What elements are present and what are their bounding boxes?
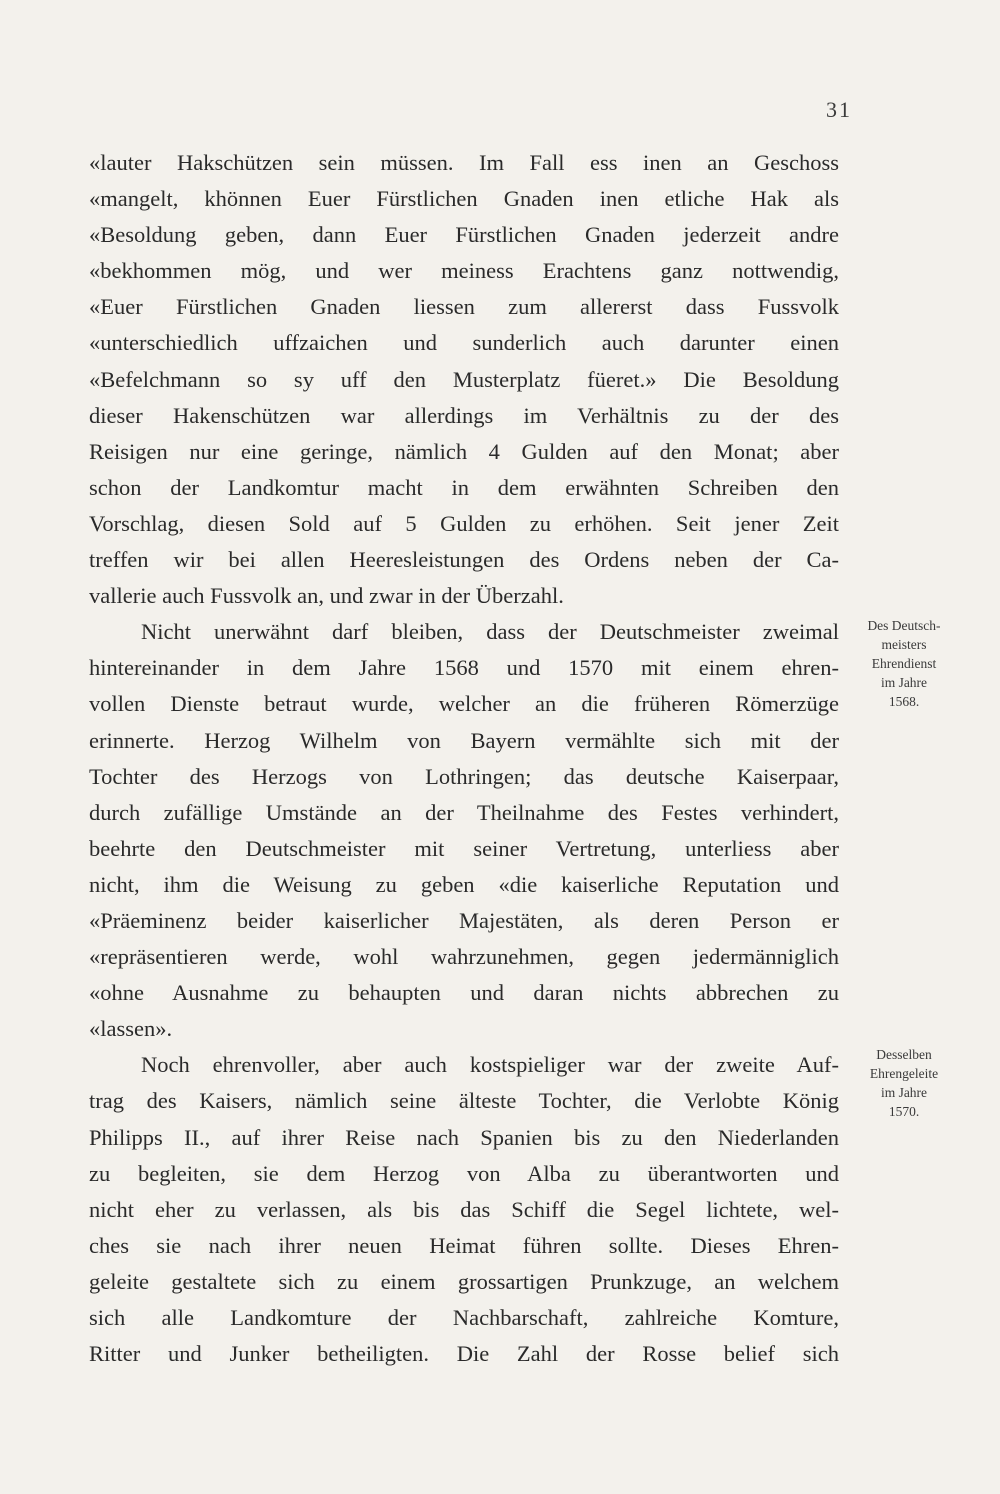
- margin-note-line: im Jahre: [880, 675, 928, 690]
- text-line: Tochter des Herzogs von Lothringen; das deutsche Kaiserpaar,: [89, 763, 839, 789]
- text-line: nicht, ihm die Weisung zu geben «die kaiserliche Reputation und: [89, 871, 839, 897]
- margin-note-line: im Jahre: [880, 1085, 928, 1100]
- margin-note-line: 1568.: [888, 694, 920, 709]
- text-line: «unterschiedlich uffzaichen und sunderlich auch darunter einen: [89, 330, 839, 356]
- text-line: ches sie nach ihrer neuen Heimat führen sollte. Dieses Ehren-: [89, 1232, 839, 1258]
- text-line: «lassen».: [89, 1016, 173, 1042]
- margin-note-ehrendienst: [848, 616, 960, 711]
- text-line: durch zufällige Umstände an der Theilnahme des Festes verhindert,: [89, 799, 839, 825]
- text-line: «Besoldung geben, dann Euer Fürstlichen Gnaden jederzeit andre: [89, 222, 839, 248]
- text-line: Reisigen nur eine geringe, nämlich 4 Gulden auf den Monat; aber: [89, 438, 839, 464]
- text-line: «repräsentieren werde, wohl wahrzunehmen, gegen jedermänniglich: [89, 944, 839, 970]
- text-line: nicht eher zu verlassen, als bis das Schiff die Segel lichtete, wel-: [89, 1196, 839, 1222]
- paragraph-first-line: Nicht unerwähnt darf bleiben, dass der Deutschmeister zweimal: [141, 619, 839, 645]
- text-line: treffen wir bei allen Heeresleistungen des Ordens neben der Ca-: [89, 547, 839, 573]
- text-line: «ohne Ausnahme zu behaupten und daran nichts abbrechen zu: [89, 980, 839, 1006]
- text-line: Ritter und Junker betheiligten. Die Zahl der Rosse belief sich: [89, 1341, 839, 1367]
- body-text: [89, 145, 839, 1372]
- text-line: «bekhommen mög, und wer meiness Erachtens ganz nottwendig,: [89, 258, 839, 284]
- text-line: beehrte den Deutschmeister mit seiner Vertretung, unterliess aber: [89, 835, 839, 861]
- margin-note-line: Ehrengeleite: [869, 1066, 939, 1081]
- text-line: Vorschlag, diesen Sold auf 5 Gulden zu erhöhen. Seit jener Zeit: [89, 510, 839, 536]
- text-line: «Euer Fürstlichen Gnaden liessen zum allererst dass Fussvolk: [89, 294, 839, 320]
- margin-note-line: Desselben: [876, 1047, 932, 1062]
- text-line: «mangelt, khönnen Euer Fürstlichen Gnaden inen etliche Hak als: [89, 186, 839, 212]
- paragraph-first-line: Noch ehrenvoller, aber auch kostspieliger war der zweite Auf-: [141, 1052, 839, 1078]
- margin-note-ehrengeleite: [848, 1045, 960, 1121]
- text-line: erinnerte. Herzog Wilhelm von Bayern vermählte sich mit der: [89, 727, 839, 753]
- text-line: vallerie auch Fussvolk an, und zwar in der Überzahl.: [89, 583, 564, 609]
- text-line: «lauter Hakschützen sein müssen. Im Fall ess inen an Geschoss: [89, 150, 839, 175]
- text-line: dieser Hakenschützen war allerdings im Verhältnis zu der des: [89, 402, 839, 428]
- margin-note-line: meisters: [881, 637, 927, 652]
- text-line: vollen Dienste betraut wurde, welcher an die früheren Römerzüge: [89, 691, 839, 717]
- margin-note-line: 1570.: [888, 1104, 920, 1119]
- text-line: sich alle Landkomture der Nachbarschaft, zahlreiche Komture,: [89, 1305, 839, 1330]
- text-line: «Präeminenz beider kaiserlicher Majestäten, als deren Person er: [89, 907, 839, 933]
- text-line: zu begleiten, sie dem Herzog von Alba zu überantworten und: [89, 1160, 839, 1186]
- text-line: geleite gestaltete sich zu einem grossartigen Prunkzuge, an welchem: [89, 1268, 839, 1294]
- margin-note-line: Des Deutsch-: [867, 618, 941, 633]
- text-line: Philipps II., auf ihrer Reise nach Spanien bis zu den Niederlanden: [89, 1124, 839, 1150]
- margin-note-line: Ehrendienst: [871, 656, 937, 671]
- text-line: hintereinander in dem Jahre 1568 und 1570 mit einem ehren-: [89, 655, 839, 681]
- text-line: «Befelchmann so sy uff den Musterplatz füeret.» Die Besoldung: [89, 366, 839, 392]
- text-line: trag des Kaisers, nämlich seine älteste Tochter, die Verlobte König: [89, 1088, 839, 1114]
- page-number: 31: [826, 97, 852, 122]
- text-line: schon der Landkomtur macht in dem erwähnten Schreiben den: [89, 474, 839, 500]
